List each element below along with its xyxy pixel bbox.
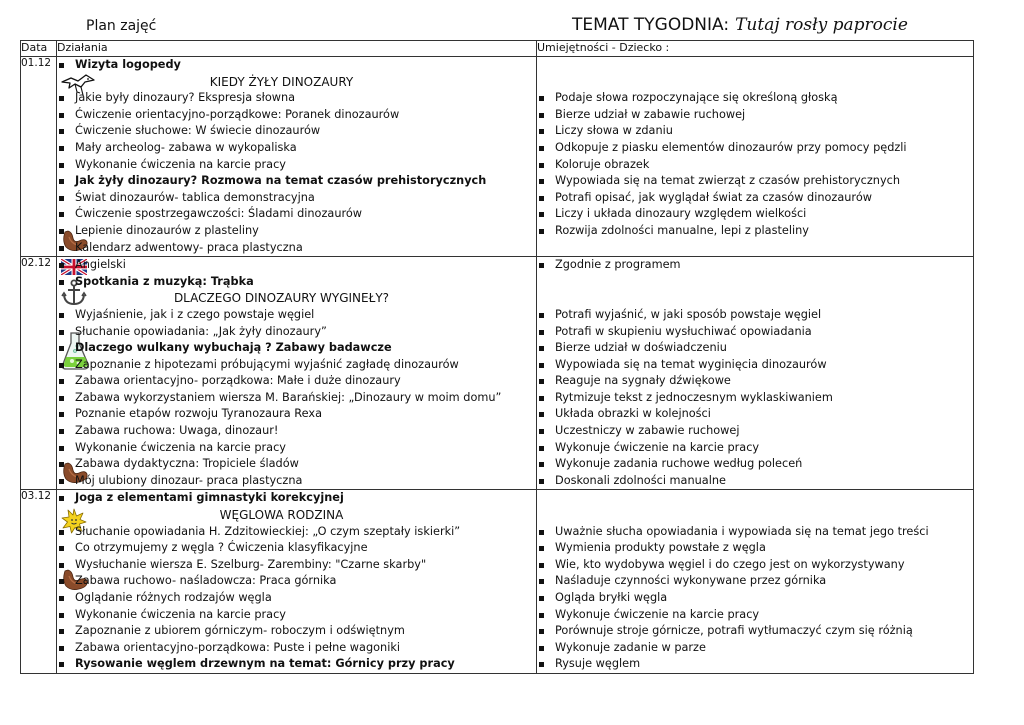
- skill-item: Wykonuje zadanie w parze: [537, 640, 973, 657]
- day-date: 03.12: [21, 490, 57, 674]
- skill-item: Uważnie słucha opowiadania i wypowiada się na temat jego treści: [537, 524, 973, 541]
- day-topic-heading: KIEDY ŻYŁY DINOZAURY: [209, 74, 354, 89]
- skill-item: Potrafi w skupieniu wysłuchiwać opowiadania: [537, 324, 973, 341]
- day-row: [21, 490, 974, 674]
- skill-item: Wykonuje ćwiczenie na karcie pracy: [537, 440, 973, 457]
- skill-item: Podaje słowa rozpoczynające się określoną głoską: [537, 90, 973, 107]
- activity-item: Wykonanie ćwiczenia na karcie pracy: [57, 157, 536, 174]
- column-header-date: Data: [21, 41, 57, 57]
- day-date: 02.12: [21, 257, 57, 490]
- skill-item: Uczestniczy w zabawie ruchowej: [537, 423, 973, 440]
- activity-item: Co otrzymujemy z węgla ? Ćwiczenia klasyfikacyjne: [57, 540, 536, 557]
- skill-item: Reaguje na sygnały dźwiękowe: [537, 373, 973, 390]
- skill-item: Wie, kto wydobywa węgiel i do czego jest on wykorzystywany: [537, 557, 973, 574]
- activity-item: Jakie były dinozaury? Ekspresja słowna: [57, 90, 536, 107]
- activity-item: Ćwiczenie orientacyjno-porządkowe: Poranek dinozaurów: [57, 107, 536, 124]
- skill-item: Wypowiada się na temat wyginięcia dinozaurów: [537, 357, 973, 374]
- activity-item: Mały archeolog- zabawa w wykopaliska: [57, 140, 536, 157]
- activity-item: Słuchanie opowiadania: „Jak żyły dinozaury”: [57, 324, 536, 341]
- activity-item: Zapoznanie z ubiorem górniczym- roboczym i odświętnym: [57, 623, 536, 640]
- activity-item: Wykonanie ćwiczenia na karcie pracy: [57, 440, 536, 457]
- skill-item: Doskonali zdolności manualne: [537, 473, 973, 490]
- activity-item: Rysowanie węglem drzewnym na temat: Górnicy przy pracy: [57, 656, 536, 673]
- skills-cell: [537, 257, 974, 490]
- activity-item: Zapoznanie z hipotezami próbującymi wyjaśnić zagładę dinozaurów: [57, 357, 536, 374]
- activity-item: Słuchanie opowiadania H. Zdzitowieckiej: „O czym szeptały iskierki”: [57, 524, 536, 541]
- skill-item: Porównuje stroje górnicze, potrafi wytłumaczyć czym się różnią: [537, 623, 973, 640]
- skill-item: Wykonuje ćwiczenie na karcie pracy: [537, 607, 973, 624]
- lesson-plan-table: [20, 40, 974, 674]
- activity-item: Wizyta logopedy: [57, 57, 536, 74]
- spacer: [537, 507, 973, 524]
- page-header: [0, 0, 1024, 40]
- day-topic-heading: WĘGLOWA RODZINA: [219, 508, 344, 523]
- activity-item: Zabawa ruchowa: Uwaga, dinozaur!: [57, 423, 536, 440]
- theme-topic: Tutaj rosły paprocie: [735, 15, 908, 35]
- skill-item: Liczy słowa w zdaniu: [537, 123, 973, 140]
- skill-item: Zgodnie z programem: [537, 257, 973, 274]
- activity-item: Zabawa wykorzystaniem wiersza M. Barańskiej: „Dinozaury w moim domu”: [57, 390, 536, 407]
- skill-item: Liczy i układa dinozaury względem wielkości: [537, 206, 973, 223]
- skill-item: Bierze udział w doświadczeniu: [537, 340, 973, 357]
- skills-cell: [537, 490, 974, 674]
- skill-item: Odkopuje z piasku elementów dinozaurów przy pomocy pędzli: [537, 140, 973, 157]
- activity-item: Jak żyły dinozaury? Rozmowa na temat czasów prehistorycznych: [57, 173, 536, 190]
- spacer: [537, 274, 973, 291]
- skill-item: Bierze udział w zabawie ruchowej: [537, 107, 973, 124]
- skill-item: Potrafi opisać, jak wyglądał świat za czasów dinozaurów: [537, 190, 973, 207]
- activity-item: Spotkania z muzyką: Trąbka: [57, 274, 536, 291]
- skill-item: Wypowiada się na temat zwierząt z czasów prehistorycznych: [537, 173, 973, 190]
- activity-item: Lepienie dinozaurów z plasteliny: [57, 223, 536, 240]
- activity-item: Zabawa dydaktyczna: Tropiciele śladów: [57, 456, 536, 473]
- activity-item: Świat dinozaurów- tablica demonstracyjna: [57, 190, 536, 207]
- skill-item: Wykonuje zadania ruchowe według poleceń: [537, 456, 973, 473]
- activities-cell: [57, 490, 537, 674]
- day-row: [21, 257, 974, 490]
- skills-cell: [537, 57, 974, 257]
- table-header-row: [21, 41, 974, 57]
- spacer: [537, 290, 973, 307]
- activity-item: Zabawa ruchowo- naśladowcza: Praca górnika: [57, 573, 536, 590]
- theme-label: TEMAT TYGODNIA:: [572, 15, 730, 35]
- column-header-skills: Umiejętności - Dziecko :: [537, 41, 974, 57]
- activity-item: Zabawa orientacyjno-porządkowa: Puste i pełne wagoniki: [57, 640, 536, 657]
- column-header-activities: Działania: [57, 41, 537, 57]
- week-theme: [572, 15, 908, 35]
- skill-item: Rytmizuje tekst z jednoczesnym wyklaskiwaniem: [537, 390, 973, 407]
- skill-item: Rozwija zdolności manualne, lepi z plasteliny: [537, 223, 973, 240]
- activity-item: Wysłuchanie wiersza E. Szelburg- Zarembiny: "Czarne skarby": [57, 557, 536, 574]
- activity-item: Wyjaśnienie, jak i z czego powstaje węgiel: [57, 307, 536, 324]
- plan-title: Plan zajęć: [86, 18, 157, 34]
- skill-item: Potrafi wyjaśnić, w jaki sposób powstaje węgiel: [537, 307, 973, 324]
- day-date: 01.12: [21, 57, 57, 257]
- activity-item: Angielski: [57, 257, 536, 274]
- activity-item: Wykonanie ćwiczenia na karcie pracy: [57, 607, 536, 624]
- skill-item: Rysuje węglem: [537, 656, 973, 673]
- activity-item: Zabawa orientacyjno- porządkowa: Małe i duże dinozaury: [57, 373, 536, 390]
- skill-item: Wymienia produkty powstałe z węgla: [537, 540, 973, 557]
- activity-item: Joga z elementami gimnastyki korekcyjnej: [57, 490, 536, 507]
- skill-item: Koloruje obrazek: [537, 157, 973, 174]
- activity-item: Mój ulubiony dinozaur- praca plastyczna: [57, 473, 536, 490]
- spacer: [537, 57, 973, 74]
- activity-item: Ćwiczenie słuchowe: W świecie dinozaurów: [57, 123, 536, 140]
- day-topic-heading: DLACZEGO DINOZAURY WYGINEŁY?: [173, 291, 390, 306]
- spacer: [537, 74, 973, 91]
- activity-item: Dlaczego wulkany wybuchają ? Zabawy badawcze: [57, 340, 536, 357]
- day-row: [21, 57, 974, 257]
- activity-item: Ćwiczenie spostrzegawczości: Śladami dinozaurów: [57, 206, 536, 223]
- activity-item: Oglądanie różnych rodzajów węgla: [57, 590, 536, 607]
- activities-cell: [57, 57, 537, 257]
- activity-item: Kalendarz adwentowy- praca plastyczna: [57, 240, 536, 257]
- activity-item: Poznanie etapów rozwoju Tyranozaura Rexa: [57, 406, 536, 423]
- skill-item: Naśladuje czynności wykonywane przez górnika: [537, 573, 973, 590]
- skill-item: Ogląda bryłki węgla: [537, 590, 973, 607]
- skill-item: Układa obrazki w kolejności: [537, 406, 973, 423]
- spacer: [537, 490, 973, 507]
- activities-cell: [57, 257, 537, 490]
